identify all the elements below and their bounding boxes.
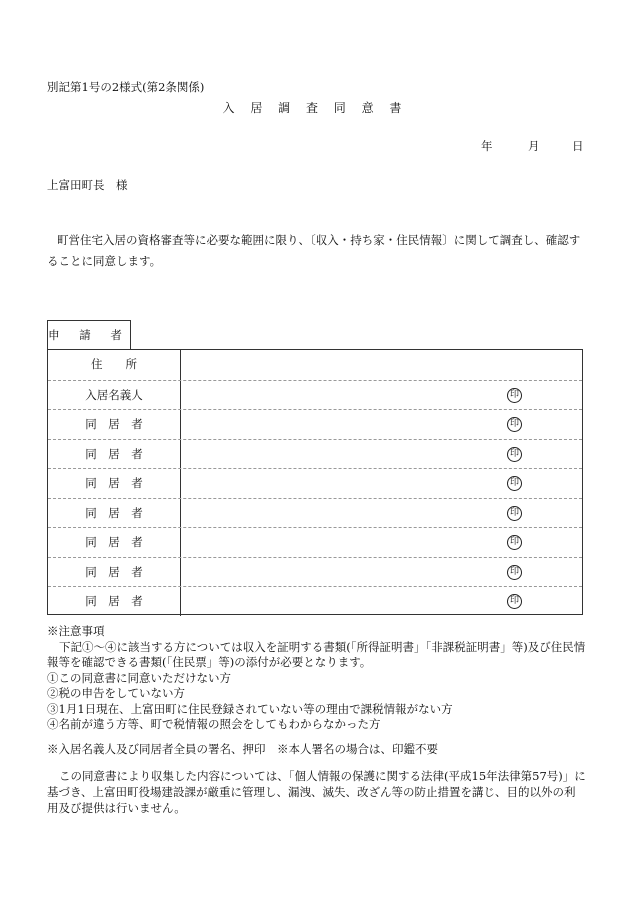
row-label: 入居名義人: [48, 381, 181, 410]
seal-icon: 印: [507, 417, 522, 432]
applicant-row: [48, 498, 582, 528]
date-day-label: 日: [572, 139, 584, 153]
applicant-row: [48, 380, 582, 410]
applicant-row: [48, 468, 582, 498]
row-label: 住 所: [48, 350, 181, 380]
row-label: 同 居 者: [48, 469, 181, 498]
applicant-row: [48, 586, 582, 616]
addressee: 上富田町長 様: [47, 178, 128, 192]
applicant-header: 申 請 者: [47, 320, 131, 349]
seal-icon: 印: [507, 388, 522, 403]
applicant-row: [48, 439, 582, 469]
seal-icon: 印: [507, 594, 522, 609]
row-label: 同 居 者: [48, 410, 181, 439]
row-label: 同 居 者: [48, 587, 181, 616]
row-label: 同 居 者: [48, 499, 181, 528]
notes-section: [47, 624, 587, 733]
signature-note: ※入居名義人及び同居者全員の署名、押印 ※本人署名の場合は、印鑑不要: [47, 742, 438, 756]
seal-icon: 印: [507, 565, 522, 580]
applicant-row: [48, 409, 582, 439]
applicant-row: [48, 527, 582, 557]
notes-item: ④名前が違う方等、町で税情報の照会をしてもわからなかった方: [47, 717, 381, 731]
applicant-table: [47, 349, 583, 615]
notes-intro: 下記①～④に該当する方については収入を証明する書類(「所得証明書」「非課税証明書」等)及び住民情報等を確認できる書類(「住民票」等)の添付が必要となります。: [47, 639, 586, 669]
row-label: 同 居 者: [48, 528, 181, 557]
notes-item: ①この同意書に同意いただけない方: [47, 670, 231, 685]
address-row: [48, 350, 582, 380]
seal-icon: 印: [507, 535, 522, 550]
seal-icon: 印: [507, 476, 522, 491]
applicant-row: [48, 557, 582, 587]
consent-statement: 町営住宅入居の資格審査等に必要な範囲に限り、〔収入・持ち家・住民情報〕に関して調査し、確認することに同意します。: [47, 233, 581, 268]
privacy-statement: この同意書により収集した内容については、「個人情報の保護に関する法律(平成15年法律第57号)」に基づき、上富田町役場建設課が厳重に管理し、漏洩、滅失、改ざん等の防止措置を講じ、目的以外の利用及び提供は行いません。: [47, 769, 586, 815]
date-year-label: 年: [481, 139, 493, 153]
document-title: 入 居 調 査 同 意 書: [222, 101, 408, 115]
notes-heading: ※注意事項: [47, 624, 105, 638]
address-field[interactable]: [181, 350, 582, 380]
seal-icon: 印: [507, 506, 522, 521]
row-label: 同 居 者: [48, 558, 181, 587]
form-label: 別記第1号の2様式(第2条関係): [47, 80, 205, 94]
row-label: 同 居 者: [48, 440, 181, 469]
seal-icon: 印: [507, 447, 522, 462]
date-month-label: 月: [528, 139, 540, 153]
notes-item: ②税の申告をしていない方: [47, 686, 185, 700]
notes-item: ③1月1日現在、上富田町に住民登録されていない等の理由で課税情報がない方: [47, 701, 453, 716]
